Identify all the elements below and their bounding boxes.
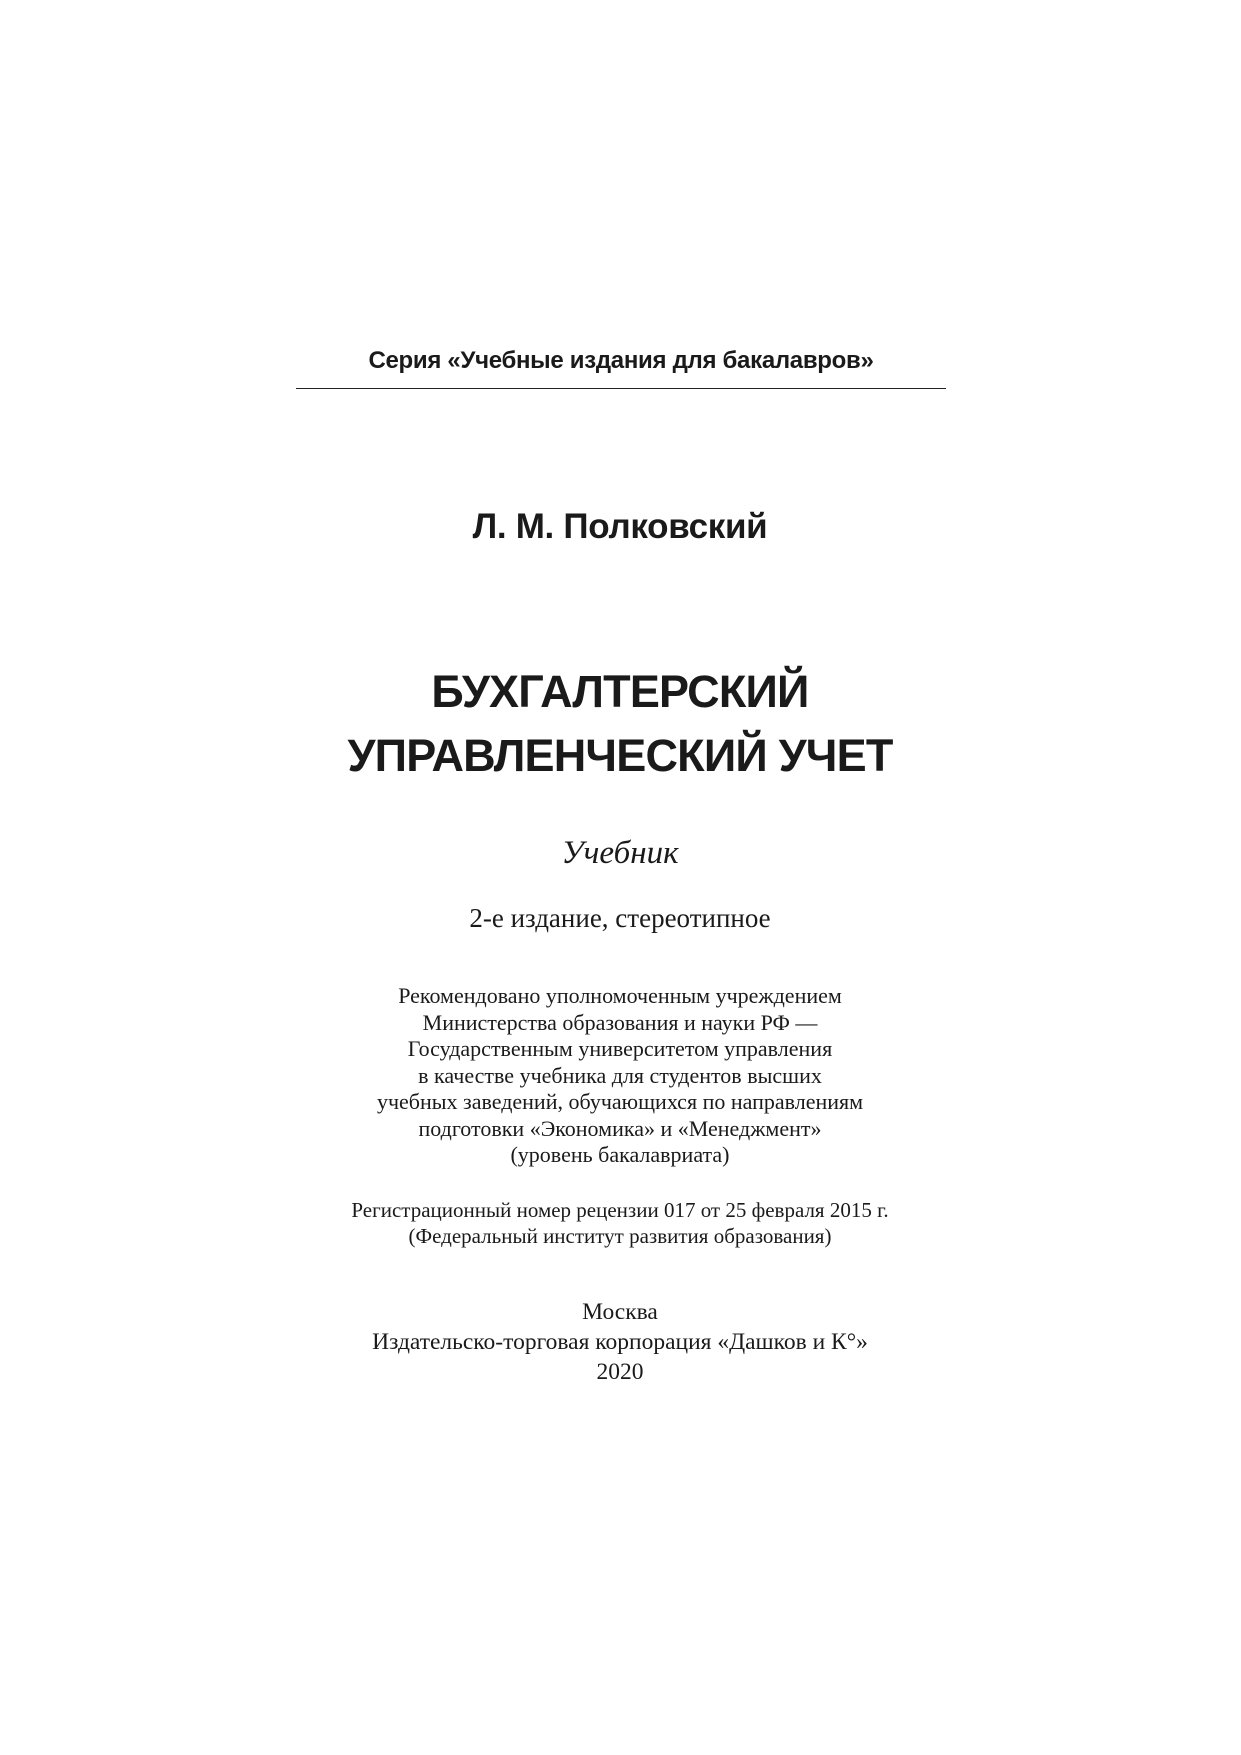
recommendation-line: учебных заведений, обучающихся по направлениям [376,1089,864,1114]
publication-year: 2020 [596,1359,644,1385]
author-name: Л. М. Полковский [472,507,768,546]
recommendation-line: Министерства образования и науки РФ — [422,1009,818,1035]
series-title: Серия «Учебные издания для бакалавров» [368,347,874,374]
series-divider [296,388,946,389]
recommendation-line: (уровень бакалавриата) [510,1142,730,1167]
book-title-line: БУХГАЛТЕРСКИЙ [431,666,809,717]
registration-note [260,1197,980,1249]
publisher-block [260,1297,980,1387]
publisher-name: Издательско-торговая корпорация «Дашков и К°» [372,1329,868,1355]
recommendation-line: Государственным университетом управления [407,1036,833,1061]
registration-line: Регистрационный номер рецензии 017 от 25 февраля 2015 г. [351,1198,889,1222]
book-title [220,660,1020,788]
recommendation-line: Рекомендовано уполномоченным учреждением [398,983,842,1008]
registration-line: (Федеральный институт развития образования) [408,1224,832,1248]
publisher-city: Москва [582,1299,658,1325]
book-title-line: УПРАВЛЕНЧЕСКИЙ УЧЕТ [347,730,893,781]
recommendation-note [270,983,970,1169]
document-type: Учебник [561,835,679,871]
recommendation-line: в качестве учебника для студентов высших [418,1062,822,1088]
edition-note: 2-е издание, стереотипное [469,903,771,933]
recommendation-line: подготовки «Экономика» и «Менеджмент» [418,1115,822,1141]
